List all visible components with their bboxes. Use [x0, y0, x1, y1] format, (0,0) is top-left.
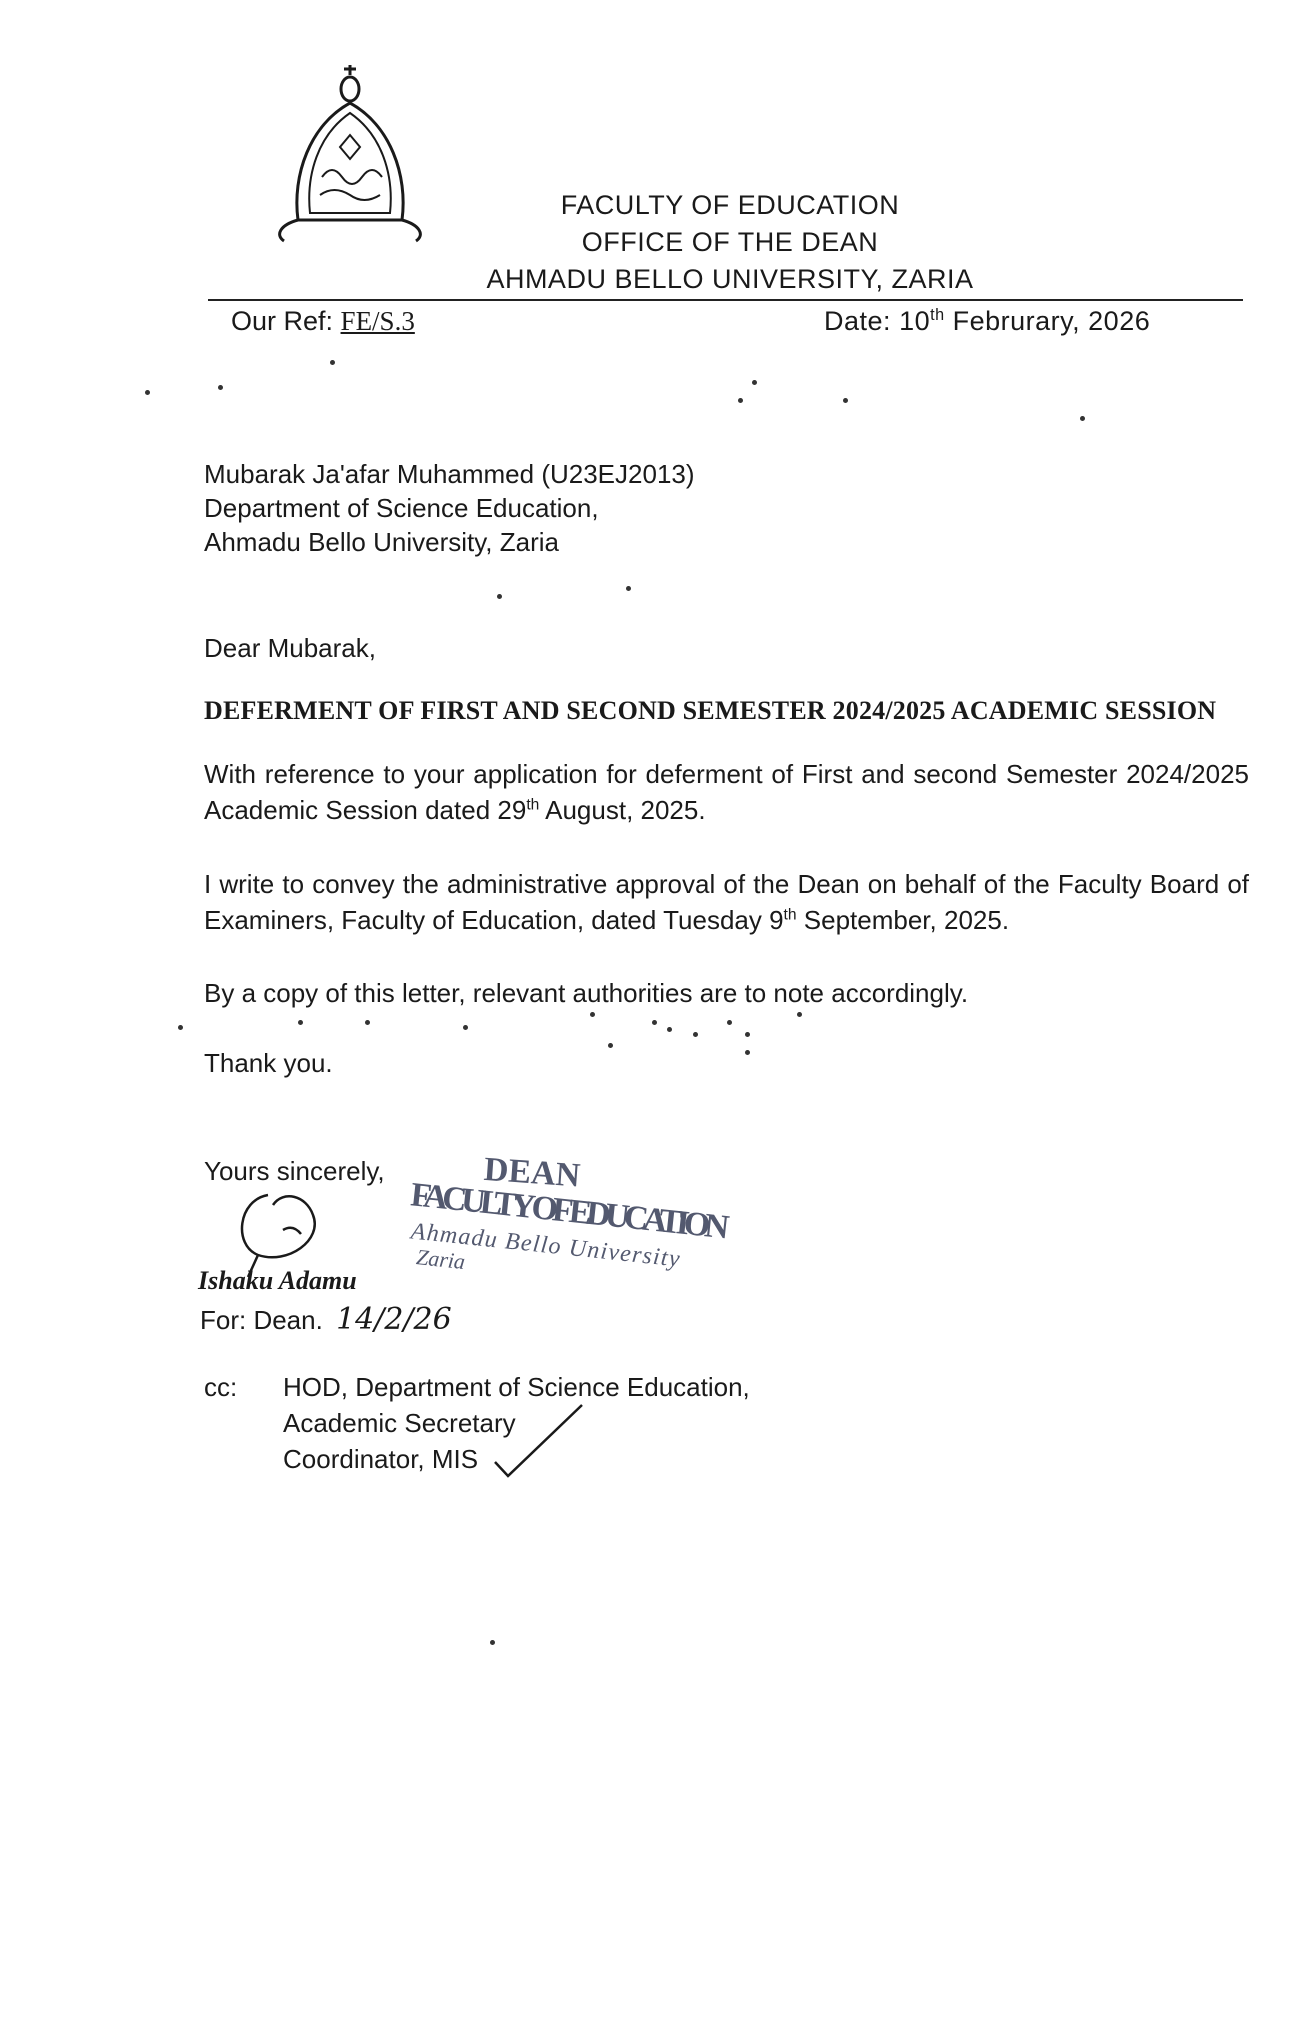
date-line: [824, 306, 1150, 337]
date-day: 10: [899, 306, 931, 336]
date-label: Date:: [824, 306, 892, 336]
date-day-suffix: th: [930, 306, 945, 324]
reference-line: [231, 306, 415, 337]
scan-speck: [590, 1012, 595, 1017]
dean-office-stamp: [400, 1150, 740, 1315]
letterhead-university: AHMADU BELLO UNIVERSITY, ZARIA: [486, 264, 974, 294]
paragraph-reference: [204, 756, 1249, 828]
scan-speck: [652, 1020, 657, 1025]
checkmark-icon: [490, 1400, 590, 1480]
cc-label: cc:: [204, 1372, 238, 1402]
paragraph-approval: [204, 866, 1249, 938]
scan-speck: [463, 1025, 468, 1030]
scan-speck: [693, 1032, 698, 1037]
paragraph-approval-sup: th: [783, 906, 797, 924]
scan-speck: [178, 1025, 183, 1030]
recipient-institution: Ahmadu Bello University, Zaria: [204, 527, 559, 557]
reference-code: FE/S.3: [340, 306, 415, 336]
scan-speck: [738, 398, 743, 403]
cc-recipient-1: HOD, Department of Science Education,: [283, 1372, 750, 1402]
scan-speck: [626, 586, 631, 591]
scan-speck: [1080, 416, 1085, 421]
scan-speck: [330, 360, 335, 365]
scan-speck: [745, 1050, 750, 1055]
header-divider: [208, 299, 1243, 301]
scan-speck: [752, 380, 757, 385]
paragraph-approval-text: I write to convey the administrative approval of the Dean on behalf of the Faculty Board of Examiners, Faculty of Education, dated Tuesday 9: [204, 869, 1249, 935]
scan-speck: [365, 1020, 370, 1025]
university-crest-icon: [270, 55, 430, 245]
date-rest: Februrary, 2026: [952, 306, 1151, 336]
stamp-line1: DEAN: [482, 1150, 582, 1195]
thanks-line: Thank you.: [204, 1048, 333, 1078]
scan-speck: [145, 390, 150, 395]
cc-recipient-3: Coordinator, MIS: [283, 1444, 479, 1474]
paragraph-reference-end: August, 2025.: [539, 795, 706, 825]
scan-speck: [843, 398, 848, 403]
paragraph-copy-note: By a copy of this letter, relevant authorities are to note accordingly.: [204, 978, 969, 1008]
scan-speck: [218, 385, 223, 390]
paragraph-reference-sup: th: [526, 796, 540, 814]
valediction: Yours sincerely,: [204, 1156, 385, 1186]
signatory-name: Ishaku Adamu: [198, 1266, 357, 1295]
handwritten-date: 14/2/26: [336, 1302, 452, 1337]
paragraph-approval-end: September, 2025.: [796, 905, 1010, 935]
for-dean-line: [200, 1302, 452, 1337]
scan-speck: [797, 1012, 802, 1017]
stamp-line3: Ahmadu Bello University: [409, 1218, 681, 1273]
scan-speck: [745, 1032, 750, 1037]
scan-speck: [298, 1020, 303, 1025]
stamp-line4: Zaria: [415, 1244, 467, 1275]
stamp-line2: FACULTY OF EDUCATION: [408, 1176, 732, 1247]
scan-speck: [490, 1640, 495, 1645]
cc-recipient-2: Academic Secretary: [283, 1408, 516, 1438]
scan-speck: [497, 594, 502, 599]
recipient-name: Mubarak Ja'afar Muhammed (U23EJ2013): [204, 459, 695, 489]
subject-heading: DEFERMENT OF FIRST AND SECOND SEMESTER 2024/2025 ACADEMIC SESSION: [204, 696, 1217, 725]
scan-speck: [727, 1020, 732, 1025]
reference-label: Our Ref:: [231, 306, 334, 336]
recipient-department: Department of Science Education,: [204, 493, 599, 523]
scan-speck: [608, 1043, 613, 1048]
letterhead-faculty: FACULTY OF EDUCATION: [560, 190, 900, 220]
letterhead-office: OFFICE OF THE DEAN: [581, 227, 879, 257]
paragraph-reference-text: With reference to your application for deferment of First and second Semester 2024/2025 Academic Session dated 29: [204, 759, 1249, 825]
for-dean-label: For: Dean.: [200, 1305, 323, 1335]
salutation: Dear Mubarak,: [204, 633, 376, 663]
scan-speck: [667, 1027, 672, 1032]
